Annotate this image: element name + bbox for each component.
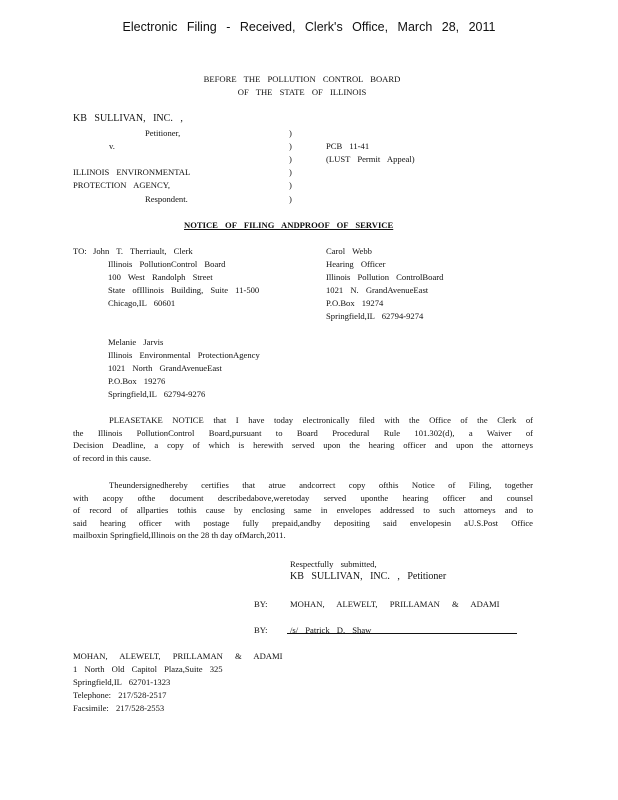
recipient-hearing-line: Illinois Pollution ControlBoard	[326, 272, 444, 282]
recipient-agency-line: 1021 North GrandAvenueEast	[108, 363, 222, 373]
recipient-clerk-line: State ofIllinois Building, Suite 11-500	[108, 285, 260, 295]
notice-title: NOTICE OF FILING ANDPROOF OF SERVICE	[184, 220, 394, 230]
petitioner-name: KB SULLIVAN, INC. ,	[73, 113, 183, 124]
by-label: BY:	[254, 625, 268, 635]
paragraph-line: with acopy ofthe document describedabove,weretoday served uponthe hearing officer and counsel	[73, 492, 533, 503]
recipient-agency-line: P.O.Box 19276	[108, 376, 166, 386]
caption-bracket: )	[289, 128, 292, 138]
caption-bracket: )	[289, 194, 292, 204]
recipient-agency-line: Springfield,IL 62794-9276	[108, 389, 206, 399]
recipient-agency-line: Melanie Jarvis	[108, 337, 164, 347]
recipient-hearing-line: Carol Webb	[326, 246, 372, 256]
caption-bracket: )	[289, 167, 292, 177]
by-label: BY:	[254, 599, 268, 609]
paragraph-line: of record in this cause.	[73, 452, 152, 463]
submitting-party: KB SULLIVAN, INC. , Petitioner	[290, 571, 447, 582]
paragraph-line: said hearing officer with postage fully prepaid,andby depositing said envelopesin aU.S.Post Office	[73, 517, 533, 528]
recipient-hearing-line: P.O.Box 19274	[326, 298, 384, 308]
paragraph-line: Theundersignedhereby certifies that atrue andcorrect copy ofthis Notice of Filing, together	[109, 480, 533, 490]
petitioner-role: Petitioner,	[145, 128, 181, 138]
footer-address-line: 1 North Old Capitol Plaza,Suite 325	[73, 664, 223, 674]
to-label: TO:	[73, 246, 87, 256]
caption-bracket: )	[289, 154, 292, 164]
court-title-line1: BEFORE THE POLLUTION CONTROL BOARD	[203, 74, 401, 84]
signature-line	[287, 633, 517, 634]
versus-label: v.	[109, 141, 115, 151]
notice-paragraph	[73, 414, 533, 464]
law-firm-name: MOHAN, ALEWELT, PRILLAMAN & ADAMI	[290, 599, 500, 609]
recipient-hearing-line: Hearing Officer	[326, 259, 386, 269]
paragraph-line: of record of allparties tothis cause by enclosing same in envelopes addressed to such attorneys and to	[73, 505, 533, 515]
electronic-filing-header: Electronic Filing - Received, Clerk's Office, March 28, 2011	[122, 20, 496, 34]
recipient-clerk-line: 100 West Randolph Street	[108, 272, 213, 282]
footer-city-line: Springfield,IL 62701-1323	[73, 677, 171, 687]
recipient-agency-line: Illinois Environmental ProtectionAgency	[108, 350, 260, 360]
recipient-clerk-line: Chicago,IL 60601	[108, 298, 176, 308]
paragraph-line: the Illinois PollutionControl Board,pursuant to Board Procedural Rule 101.302(d), a Waiver of	[73, 427, 533, 438]
case-type: (LUST Permit Appeal)	[326, 154, 415, 164]
respectfully-submitted: Respectfully submitted,	[290, 559, 377, 569]
recipient-clerk-line: John T. Therriault, Clerk	[93, 246, 193, 256]
caption-bracket: )	[289, 180, 292, 190]
certification-paragraph	[73, 479, 533, 542]
electronic-signature: /s/ Patrick D. Shaw	[290, 625, 372, 635]
case-number: PCB 11-41	[326, 141, 370, 151]
paragraph-line: PLEASETAKE NOTICE that I have today electronically filed with the Office of the Clerk of	[109, 415, 533, 425]
recipient-hearing-line: 1021 N. GrandAvenueEast	[326, 285, 429, 295]
recipient-hearing-line: Springfield,IL 62794-9274	[326, 311, 424, 321]
respondent-line1: ILLINOIS ENVIRONMENTAL	[73, 167, 191, 177]
paragraph-line: Decision Deadline, a copy of which is herewith served upon the hearing officer and upon the attorneys	[73, 440, 533, 450]
respondent-line2: PROTECTION AGENCY,	[73, 180, 170, 190]
footer-telephone-line: Telephone: 217/528-2517	[73, 690, 167, 700]
footer-firm-line: MOHAN, ALEWELT, PRILLAMAN & ADAMI	[73, 651, 283, 661]
caption-bracket: )	[289, 141, 292, 151]
paragraph-line: mailboxin Springfield,Illinois on the 28 th day ofMarch,2011.	[73, 530, 286, 540]
recipient-clerk-line: Illinois PollutionControl Board	[108, 259, 226, 269]
footer-facsimile-line: Facsimile: 217/528-2553	[73, 703, 165, 713]
court-title-line2: OF THE STATE OF ILLINOIS	[237, 87, 367, 97]
respondent-role: Respondent.	[145, 194, 188, 204]
